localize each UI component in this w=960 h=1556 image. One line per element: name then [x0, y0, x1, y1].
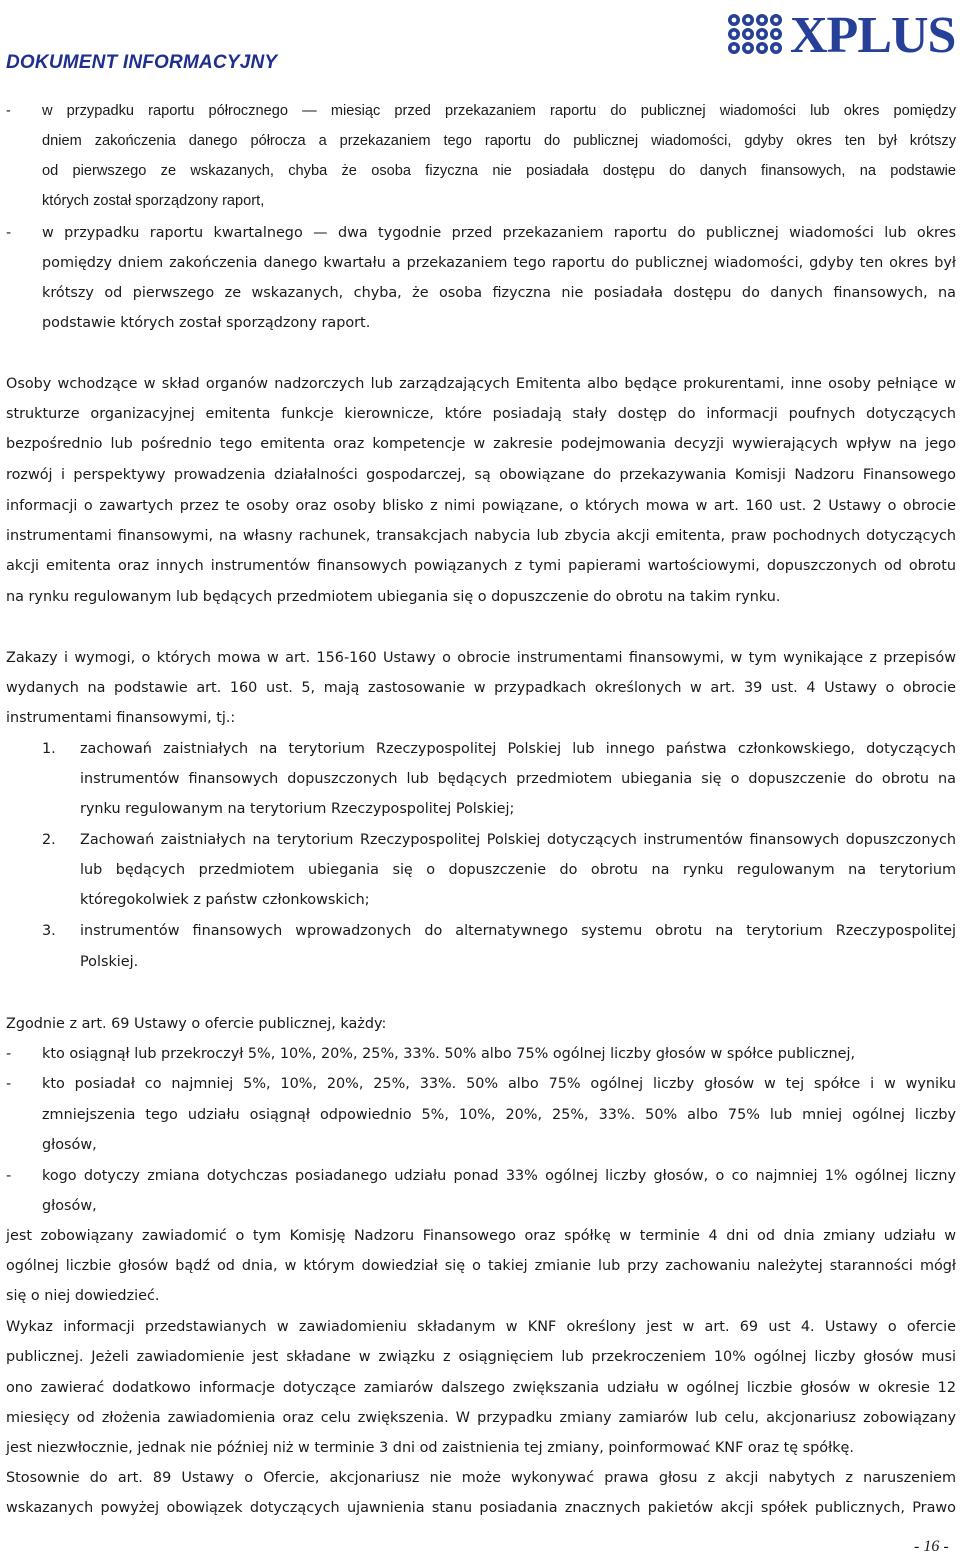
- list-bullet: -: [6, 103, 11, 119]
- text-line: akcji emitenta oraz innych instrumentów finansowych powiązanych z tymi papierami wartościowymi, dopuszczonych od obrotu: [6, 558, 956, 574]
- text-line: na rynku regulowanym lub będących przedmiotem ubiegania się o dopuszczenie do obrotu na takim rynku.: [6, 589, 781, 605]
- text-line: Zakazy i wymogi, o których mowa w art. 156-160 Ustawy o obrocie instrumentami finansowymi, w tym wynikające z przepisów: [6, 650, 956, 666]
- text-line: zmniejszenia tego udziału osiągnął odpowiednio 5%, 10%, 20%, 25%, 33%. 50% albo 75% lub mniej ogólnej liczby: [42, 1107, 956, 1123]
- text-line: kto posiadał co najmniej 5%, 10%, 20%, 25%, 33%. 50% albo 75% ogólnej liczby głosów w tej spółce i w wyniku: [42, 1076, 956, 1092]
- list-number: 3.: [42, 923, 56, 939]
- list-number: 2.: [42, 832, 56, 848]
- text-line: w przypadku raportu kwartalnego — dwa tygodnie przed przekazaniem raportu do publicznej wiadomości lub okres: [42, 225, 956, 241]
- text-line: bezpośrednio lub pośrednio tego emitenta oraz kompetencje w zakresie podejmowania decyzji wywierających wpływ na jego: [6, 436, 956, 452]
- text-line: instrumentami finansowymi, tj.:: [6, 710, 236, 726]
- text-line: wskazanych powyżej obowiązek dotyczących ujawnienia stanu posiadania znacznych pakietów akcji spółek publicznych, Prawo: [6, 1500, 956, 1516]
- text-line: wydanych na podstawie art. 160 ust. 5, mają zastosowanie w przypadkach określonych w art. 39 ust. 4 Ustawy o obrocie: [6, 680, 956, 696]
- text-line: kogo dotyczy zmiana dotychczas posiadanego udziału ponad 33% ogólnej liczby głosów, o co najmniej 1% ogólnej liczny: [42, 1168, 956, 1184]
- text-line: Wykaz informacji przedstawianych w zawiadomieniu składanym w KNF określony jest w art. 69 ust 4. Ustawy o ofercie: [6, 1319, 956, 1335]
- text-line: Zgodnie z art. 69 Ustawy o ofercie publicznej, każdy:: [6, 1016, 387, 1032]
- text-line: instrumentów finansowych dopuszczonych lub będących przedmiotem ubiegania się o dopuszczenie do obrotu na: [80, 771, 956, 787]
- text-line: podstawie których został sporządzony raport.: [42, 315, 371, 331]
- logo-wordmark: XPLUS: [790, 7, 956, 64]
- text-line: dniem zakończenia danego półrocza a przekazaniem tego raportu do publicznej wiadomości, gdyby okres ten był krótszy: [42, 133, 956, 149]
- xplus-logo: [726, 8, 956, 68]
- text-line: ono zawierać dodatkowo informacje dotyczące zamiarów dalszego zwiększania udziału w ogólnej liczbie głosów w okresie 12: [6, 1380, 956, 1396]
- text-line: od pierwszego ze wskazanych, chyba że osoba fizyczna nie posiadała dostępu do danych finansowych, na podstawie: [42, 163, 956, 179]
- text-line: informacji o zawartych przez te osoby oraz osoby blisko z nimi powiązane, o których mowa w art. 160 ust. 2 Ustawy o obrocie: [6, 498, 956, 514]
- xplus-dots-logo-icon: [726, 12, 786, 64]
- text-line: publicznej. Jeżeli zawiadomienie jest składane w związku z osiągnięciem lub przekroczeniem 10% ogólnej liczby głosów musi: [6, 1349, 956, 1365]
- text-line: zachowań zaistniałych na terytorium Rzeczypospolitej Polskiej lub innego państwa członkowskiego, dotyczących: [80, 741, 956, 757]
- text-line: ogólnej liczbie głosów bądź od dnia, w którym dowiedział się o takiej zmianie lub przy zachowaniu należytej staranności mógł: [6, 1258, 956, 1274]
- list-bullet: -: [6, 1168, 12, 1184]
- text-line: Stosownie do art. 89 Ustawy o Ofercie, akcjonariusz nie może wykonywać prawa głosu z akcji nabytych z naruszeniem: [6, 1470, 956, 1486]
- list-bullet: -: [6, 225, 12, 241]
- text-line: głosów,: [42, 1198, 97, 1214]
- list-number: 1.: [42, 741, 56, 757]
- text-line: rozwój i perspektywy prowadzenia działalności gospodarczej, są obowiązane do przekazywania Komisji Nadzoru Finansowego: [6, 467, 956, 483]
- text-line: instrumentów finansowych wprowadzonych do alternatywnego systemu obrotu na terytorium Rzeczypospolitej: [80, 923, 956, 939]
- text-line: któregokolwiek z państw członkowskich;: [80, 892, 370, 908]
- text-line: jest niezwłocznie, jednak nie później niż w terminie 3 dni od zaistnienia tej zmiany, poinformować KNF oraz tę spółkę.: [6, 1440, 854, 1456]
- text-line: których został sporządzony raport,: [42, 193, 265, 209]
- text-line: Polskiej.: [80, 954, 139, 970]
- text-line: się o niej dowiedzieć.: [6, 1288, 160, 1304]
- text-line: w przypadku raportu półrocznego — miesiąc przed przekazaniem raportu do publicznej wiadomości lub okres pomiędzy: [42, 103, 956, 119]
- text-line: rynku regulowanym na terytorium Rzeczypospolitej Polskiej;: [80, 801, 515, 817]
- text-line: pomiędzy dniem zakończenia danego kwartału a przekazaniem tego raportu do publicznej wiadomości, gdyby ten okres był: [42, 255, 956, 271]
- text-line: głosów,: [42, 1137, 97, 1153]
- text-line: lub będących przedmiotem ubiegania się o dopuszczenie do obrotu na rynku regulowanym na terytorium: [80, 862, 956, 878]
- text-line: krótszy od pierwszego ze wskazanych, chyba, że osoba fizyczna nie posiadała dostępu do danych finansowych, na: [42, 285, 956, 301]
- list-bullet: -: [6, 1046, 12, 1062]
- text-line: jest zobowiązany zawiadomić o tym Komisję Nadzoru Finansowego oraz spółkę w terminie 4 dni od dnia zmiany udziału w: [6, 1228, 956, 1244]
- document-title: DOKUMENT INFORMACYJNY: [6, 52, 278, 73]
- text-line: kto osiągnął lub przekroczył 5%, 10%, 20%, 25%, 33%. 50% albo 75% ogólnej liczby głosów w spółce publicznej,: [42, 1046, 856, 1062]
- text-line: instrumentami finansowymi, na własny rachunek, transakcjach nabycia lub zbycia akcji emitenta, praw pochodnych dotyczących: [6, 528, 956, 544]
- text-line: Zachowań zaistniałych na terytorium Rzeczypospolitej Polskiej dotyczących instrumentów finansowych dopuszczonych: [80, 832, 956, 848]
- list-bullet: -: [6, 1076, 12, 1092]
- page-number: - 16 -: [914, 1538, 949, 1555]
- text-line: strukturze organizacyjnej emitenta funkcje kierownicze, które posiadają stały dostęp do informacji poufnych dotyczących: [6, 406, 956, 422]
- text-line: Osoby wchodzące w skład organów nadzorczych lub zarządzających Emitenta albo będące prokurentami, inne osoby pełniące w: [6, 376, 956, 392]
- text-line: miesięcy od złożenia zawiadomienia oraz celu zwiększenia. W przypadku zmiany zamiarów lub celu, akcjonariusz zobowiązany: [6, 1410, 956, 1426]
